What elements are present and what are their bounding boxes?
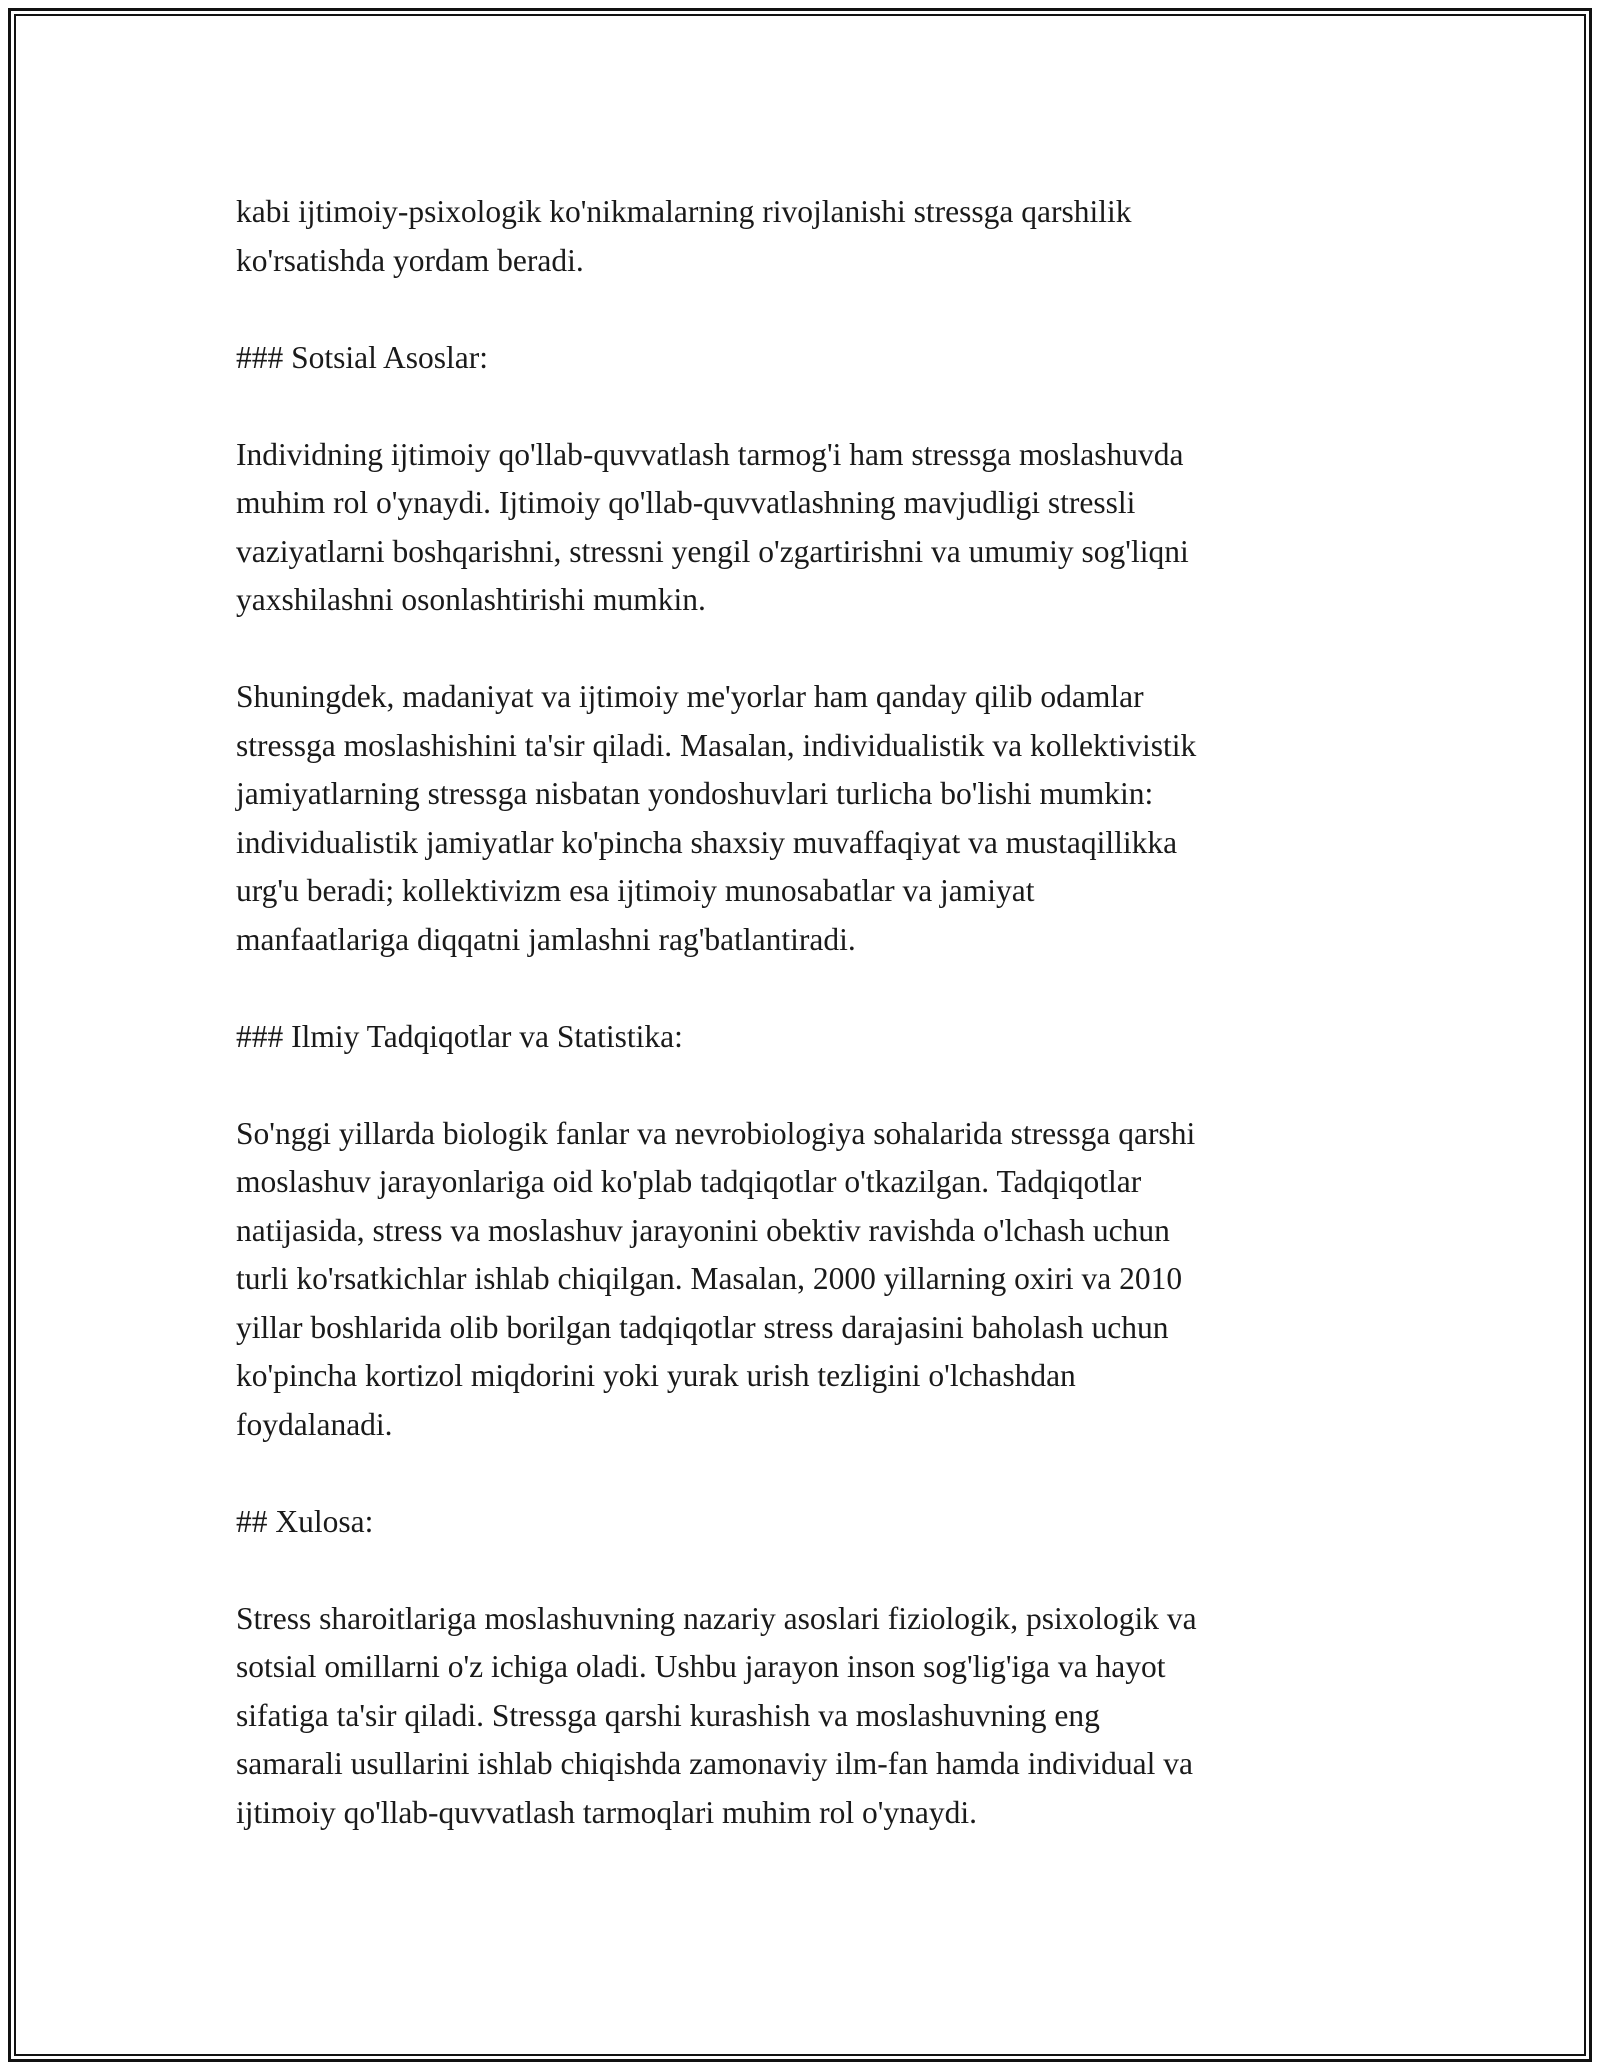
- text-line: vaziyatlarni boshqarishni, stressni yengil o'zgartirishni va umumiy sog'liqni: [236, 533, 1189, 569]
- paragraph: [236, 188, 1376, 285]
- paragraph: [236, 673, 1376, 964]
- text-line: stressga moslashishini ta'sir qiladi. Masalan, individualistik va kollektivistik: [236, 727, 1197, 763]
- text-line: Stress sharoitlariga moslashuvning nazariy asoslari fiziologik, psixologik va: [236, 1600, 1197, 1636]
- text-line: ijtimoiy qo'llab-quvvatlash tarmoqlari muhim rol o'ynaydi.: [236, 1794, 977, 1830]
- text-line: turli ko'rsatkichlar ishlab chiqilgan. Masalan, 2000 yillarning oxiri va 2010: [236, 1261, 1183, 1296]
- text-line: ### Sotsial Asoslar:: [236, 339, 489, 375]
- text-line: ko'rsatishda yordam beradi.: [236, 242, 584, 278]
- section-heading: [236, 334, 1376, 383]
- text-line: foydalanadi.: [236, 1406, 393, 1442]
- text-line: Individning ijtimoiy qo'llab-quvvatlash tarmog'i ham stressga moslashuvda: [236, 436, 1184, 472]
- text-line: urg'u beradi; kollektivizm esa ijtimoiy munosabatlar va jamiyat: [236, 873, 1035, 908]
- text-line: samarali usullarini ishlab chiqishda zamonaviy ilm-fan hamda individual va: [236, 1746, 1193, 1781]
- text-line: yaxshilashni osonlashtirishi mumkin.: [236, 582, 706, 617]
- text-line: kabi ijtimoiy-psixologik ko'nikmalarning rivojlanishi stressga qarshilik: [236, 194, 1132, 229]
- section-heading: [236, 1013, 1376, 1062]
- section-heading: [236, 1498, 1376, 1547]
- text-line: Shuningdek, madaniyat va ijtimoiy me'yorlar ham qanday qilib odamlar: [236, 679, 1144, 714]
- paragraph: [236, 431, 1376, 625]
- text-line: natijasida, stress va moslashuv jarayonini obektiv ravishda o'lchash uchun: [236, 1212, 1170, 1248]
- text-line: ko'pincha kortizol miqdorini yoki yurak urish tezligini o'lchashdan: [236, 1358, 1076, 1393]
- document-body: [236, 188, 1376, 1886]
- text-line: jamiyatlarning stressga nisbatan yondoshuvlari turlicha bo'lishi mumkin:: [236, 776, 1154, 811]
- text-line: moslashuv jarayonlariga oid ko'plab tadqiqotlar o'tkazilgan. Tadqiqotlar: [236, 1164, 1142, 1199]
- text-line: ## Xulosa:: [236, 1503, 374, 1539]
- text-line: individualistik jamiyatlar ko'pincha shaxsiy muvaffaqiyat va mustaqillikka: [236, 824, 1178, 860]
- text-line: So'nggi yillarda biologik fanlar va nevrobiologiya sohalarida stressga qarshi: [236, 1115, 1196, 1151]
- text-line: yillar boshlarida olib borilgan tadqiqotlar stress darajasini baholash uchun: [236, 1309, 1169, 1345]
- paragraph: [236, 1110, 1376, 1450]
- text-line: sotsial omillarni o'z ichiga oladi. Ushbu jarayon inson sog'lig'iga va hayot: [236, 1649, 1166, 1684]
- text-line: sifatiga ta'sir qiladi. Stressga qarshi kurashish va moslashuvning eng: [236, 1697, 1100, 1733]
- paragraph: [236, 1595, 1376, 1838]
- text-line: muhim rol o'ynaydi. Ijtimoiy qo'llab-quvvatlashning mavjudligi stressli: [236, 485, 1136, 520]
- text-line: ### Ilmiy Tadqiqotlar va Statistika:: [236, 1018, 683, 1054]
- text-line: manfaatlariga diqqatni jamlashni rag'batlantiradi.: [236, 921, 856, 957]
